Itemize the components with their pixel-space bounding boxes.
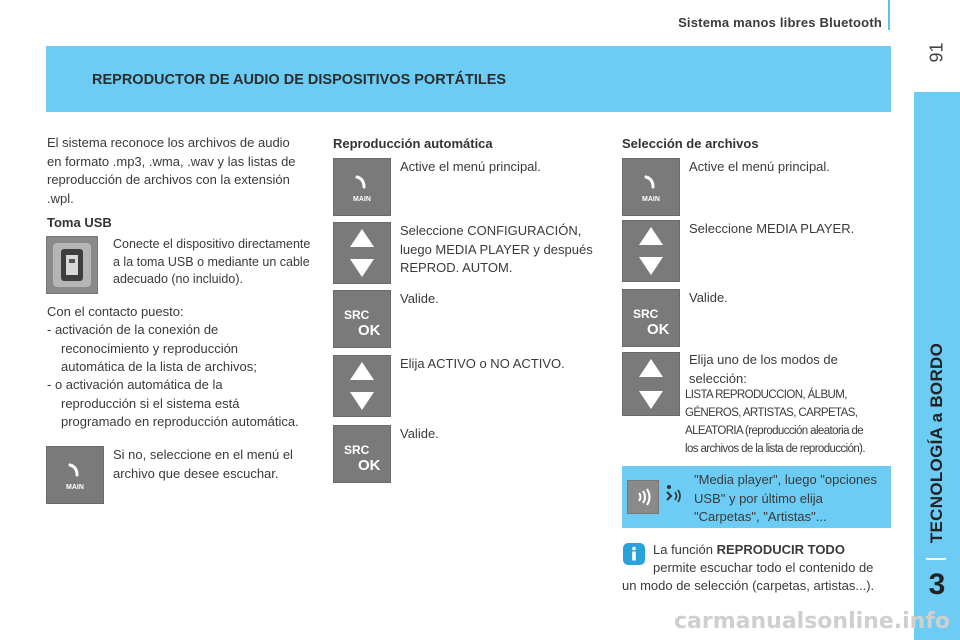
up-down-arrows-icon — [623, 221, 679, 281]
src-ok-icon — [334, 291, 390, 347]
main-button-icon — [623, 159, 679, 215]
usb-port-icon — [47, 237, 97, 293]
selection-modes-list: LISTA REPRODUCCION, ÁLBUM, GÉNEROS, ARTISTAS, CARPETAS, ALEATORIA (reproducción aleatoria de los archivos de la lista de reproducción). — [685, 389, 865, 455]
up-down-arrows-icon — [334, 356, 390, 416]
watermark: carmanualsonline.info — [674, 609, 950, 634]
voice-command-icon — [628, 481, 658, 513]
svg-text:OK: OK — [358, 322, 381, 339]
info-line-2: permite escuchar todo el contenido de — [653, 560, 874, 575]
src-ok-icon — [334, 426, 390, 482]
selection-step-2: Seleccione MEDIA PLAYER. — [689, 221, 855, 236]
intro-paragraph: El sistema reconoce los archivos de audio en formato .mp3, .wma, .wav y las listas de reproducción de archivos con la extensión .wpl. — [47, 135, 296, 206]
bullet-item: - o activación automática de la reproducción si el sistema está programado en reproducción automática. — [47, 377, 299, 429]
autoplay-step-1: Active el menú principal. — [400, 159, 541, 174]
info-line-3: un modo de selección (carpetas, artistas...). — [622, 578, 875, 593]
up-down-buttons[interactable] — [622, 220, 680, 282]
main-button-icon — [334, 159, 390, 215]
up-down-arrows-icon — [334, 223, 390, 283]
src-ok-button[interactable] — [333, 290, 391, 348]
page-title: REPRODUCTOR DE AUDIO DE DISPOSITIVOS PORTÁTILES — [92, 72, 507, 88]
header-divider — [888, 0, 890, 30]
svg-text:SRC: SRC — [344, 443, 370, 457]
chapter-number: 3 — [928, 568, 946, 601]
contact-lead: Con el contacto puesto: — [47, 304, 184, 319]
page-number: 91 — [926, 42, 947, 63]
file-selection-heading: Selección de archivos — [622, 136, 759, 151]
main-button[interactable] — [622, 158, 680, 216]
voice-button-image — [627, 480, 659, 514]
src-ok-icon — [623, 290, 679, 346]
selection-step-1: Active el menú principal. — [689, 159, 830, 174]
svg-text:OK: OK — [647, 321, 670, 338]
usb-instructions: Conecte el dispositivo directamente a la toma USB o mediante un cable adecuado (no incluido). — [113, 237, 311, 286]
section-header: Sistema manos libres Bluetooth — [678, 15, 882, 30]
main-button[interactable] — [333, 158, 391, 216]
usb-port-image — [46, 236, 98, 294]
main-button-icon — [47, 447, 103, 503]
svg-text:SRC: SRC — [344, 308, 370, 322]
svg-text:MAIN: MAIN — [66, 484, 84, 491]
selection-step-4: Elija uno de los modos de selección: — [689, 352, 838, 386]
autoplay-step-5: Valide. — [400, 426, 439, 441]
autoplay-step-2: Seleccione CONFIGURACIÓN, luego MEDIA PLAYER y después REPROD. AUTOM. — [400, 223, 593, 275]
autoplay-step-4: Elija ACTIVO o NO ACTIVO. — [400, 356, 565, 371]
up-down-buttons[interactable] — [333, 355, 391, 417]
src-ok-button[interactable] — [622, 289, 680, 347]
up-down-buttons[interactable] — [622, 352, 680, 416]
up-down-buttons[interactable] — [333, 222, 391, 284]
main-button[interactable] — [46, 446, 104, 504]
chapter-divider — [926, 558, 946, 560]
svg-text:OK: OK — [358, 457, 381, 474]
autoplay-step-3: Valide. — [400, 291, 439, 306]
usb-heading: Toma USB — [47, 215, 112, 230]
info-icon — [622, 542, 646, 566]
autoplay-heading: Reproducción automática — [333, 136, 493, 151]
src-ok-button[interactable] — [333, 425, 391, 483]
selection-step-3: Valide. — [689, 290, 728, 305]
else-instruction: Si no, seleccione en el menú el archivo que desee escuchar. — [113, 447, 293, 481]
speaking-face-icon — [663, 482, 683, 513]
chapter-title: TECNOLOGÍA a BORDO — [927, 342, 946, 544]
up-down-arrows-icon — [623, 353, 679, 415]
tip-text: "Media player", luego "opciones USB" y por último elija "Carpetas", "Artistas"... — [694, 472, 877, 524]
svg-text:SRC: SRC — [633, 307, 659, 321]
bullet-item: - activación de la conexión de reconocimiento y reproducción automática de la lista de archivos; — [47, 322, 257, 374]
svg-text:MAIN: MAIN — [353, 196, 371, 203]
svg-text:MAIN: MAIN — [642, 196, 660, 203]
info-line-1: La función REPRODUCIR TODO — [653, 542, 845, 557]
